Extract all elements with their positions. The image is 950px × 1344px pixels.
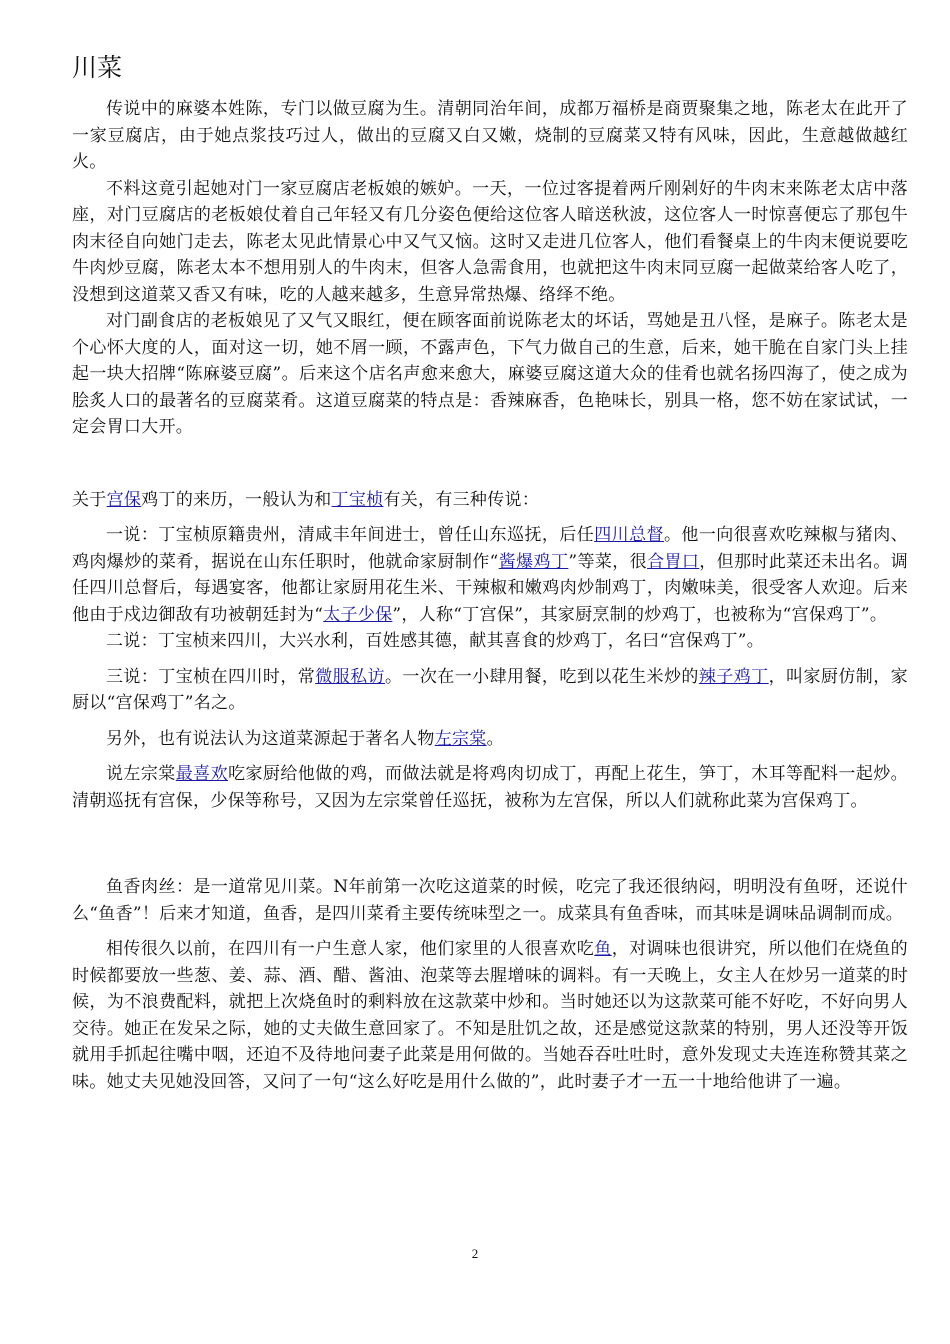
link-he-weikou[interactable]: 合胃口 xyxy=(647,551,700,572)
text-run: ，对调味也很讲究，所以他们在烧鱼的时候都要放一些葱、姜、蒜、酒、醋、酱油、泡菜等去腥增味的调料。有一天晚上，女主人在炒另一道菜的时候，为不浪费配料，就把上次烧鱼时的剩料放在这款菜中炒和。当时她还以为这款菜可能不好吃，不好向男人交待。她正在发呆之际，她的丈夫做生意回家了。不知是肚饥之故，还是感觉这款菜的特别，男人还没等开饭就用手抓起往嘴中咽，还迫不及待地问妻子此菜是用何做的。当她吞吞吐吐时，意外发现丈夫连连称赞其菜之味。她丈夫见她没回答，又问了一句“这么好吃是用什么做的”，此时妻子才一五一十地给他讲了一遍。 xyxy=(72,939,908,1092)
kungpao-intro xyxy=(72,487,908,514)
text-run: ”等菜，很 xyxy=(568,551,648,572)
link-zuo-zongtang[interactable]: 左宗棠 xyxy=(434,728,487,749)
kungpao-other xyxy=(72,726,908,753)
text-run: 。 xyxy=(486,728,504,749)
text-run: 另外，也有说法认为这道菜源起于著名人物 xyxy=(106,728,435,749)
text-run: 吃家厨给他做的鸡，而做法就是将鸡肉切成丁，再配上花生，笋丁，木耳等配料一起炒。清朝巡抚有宫保，少保等称号，又因为左宗棠曾任巡抚，被称为左宫保，所以人们就称此菜为宫保鸡丁。 xyxy=(72,764,908,811)
kungpao-legend-3 xyxy=(72,664,908,717)
text-run: 三说：丁宝桢在四川时，常 xyxy=(106,666,316,687)
mapo-paragraph-3: 对门副食店的老板娘见了又气又眼红，便在顾客面前说陈老太的坏话，骂她是丑八怪，是麻子。陈老太是个心怀大度的人，面对这一切，她不屑一顾，不露声色，下气力做自己的生意，后来，她干脆在自家门头上挂起一块大招牌“陈麻婆豆腐”。后来这个店名声愈来愈大，麻婆豆腐这道大众的佳肴也就名扬四海了，使之成为脍炙人口的最著名的豆腐菜肴。这道豆腐菜的特点是：香辣麻香，色艳味长，别具一格，您不妨在家试试，一定会胃口大开。 xyxy=(72,311,908,437)
link-lazi-jiding[interactable]: 辣子鸡丁 xyxy=(698,666,769,687)
kungpao-legend-1 xyxy=(72,522,908,628)
text-run: 鸡丁的来历，一般认为和 xyxy=(141,489,332,510)
text-run: 一说：丁宝桢原籍贵州，清咸丰年间进士，曾任山东巡抚，后任 xyxy=(106,525,595,545)
text-run: ，但那时此菜还未出名。调任四川总督后，每遇宴客，他都让家厨用花生米、干辣椒和嫩鸡肉炒制鸡丁，肉嫩味美，很受客人欢迎。后来他由于戍边御敌有功被朝廷封为“ xyxy=(72,551,908,625)
text-run: 关于 xyxy=(72,489,107,510)
page-number: 2 xyxy=(471,1246,479,1261)
text-run: 有关，有三种传说： xyxy=(383,489,540,510)
page-title: 川菜 xyxy=(72,53,123,82)
link-jiangbao-jiding[interactable]: 酱爆鸡丁 xyxy=(498,551,569,572)
text-run: ，叫家厨仿制，家厨以“宫保鸡丁”名之。 xyxy=(72,666,908,713)
link-zui-xihuan[interactable]: 最喜欢 xyxy=(175,764,229,784)
yuxiang-paragraph-1: 鱼香肉丝：是一道常见川菜。N年前第一次吃这道菜的时候，吃完了我还很纳闷，明明没有鱼呀，还说什么“鱼香”！后来才知道，鱼香，是四川菜肴主要传统味型之一。成菜具有鱼香味，而其味是调味品调制而成。 xyxy=(72,877,908,924)
link-ding-baozhen[interactable]: 丁宝桢 xyxy=(331,489,384,510)
kungpao-legend-2: 二说：丁宝桢来四川，大兴水利，百姓感其德，献其喜食的炒鸡丁，名曰“宫保鸡丁”。 xyxy=(106,631,765,651)
link-weifu-sifang[interactable]: 微服私访 xyxy=(315,666,385,687)
yuxiang-paragraph-2 xyxy=(72,936,908,1095)
text-run: 。一次在一小肆用餐，吃到以花生米炒的 xyxy=(385,666,699,687)
text-run: 说左宗棠 xyxy=(106,764,176,784)
link-gongbao[interactable]: 宫保 xyxy=(106,489,142,510)
link-taizi-shaobao[interactable]: 太子少保 xyxy=(323,604,393,625)
text-run: 。他一向很喜欢吃辣椒与猪肉、鸡肉爆炒的菜肴，据说在山东任职时，他就命家厨制作“ xyxy=(72,525,908,572)
mapo-paragraph-1: 传说中的麻婆本姓陈，专门以做豆腐为生。清朝同治年间，成都万福桥是商贾聚集之地，陈老太在此开了一家豆腐店，由于她点浆技巧过人，做出的豆腐又白又嫩，烧制的豆腐菜又特有风味，因此，生意越做越红火。 xyxy=(72,99,908,172)
kungpao-zuo xyxy=(72,761,908,814)
text-run: ”，人称“丁宫保”，其家厨烹制的炒鸡丁，也被称为“宫保鸡丁”。 xyxy=(392,604,888,625)
document-page xyxy=(72,52,908,1095)
link-yu[interactable]: 鱼 xyxy=(594,939,612,959)
text-run: 相传很久以前，在四川有一户生意人家，他们家里的人很喜欢吃 xyxy=(106,939,595,959)
link-sichuan-zongdu[interactable]: 四川总督 xyxy=(594,525,664,545)
mapo-paragraph-2: 不料这竟引起她对门一家豆腐店老板娘的嫉妒。一天，一位过客提着两斤刚剁好的牛肉末来陈老太店中落座，对门豆腐店的老板娘仗着自己年轻又有几分姿色便给这位客人暗送秋波，这位客人一时惊喜便忘了那包牛肉末径自向她门走去，陈老太见此情景心中又气又恼。这时又走进几位客人，他们看餐桌上的牛肉末便说要吃牛肉炒豆腐，陈老太本不想用别人的牛肉末，但客人急需食用，也就把这牛肉末同豆腐一起做菜给客人吃了，没想到这道菜又香又有味，吃的人越来越多，生意异常热爆、络绎不绝。 xyxy=(72,178,908,305)
section-spacer xyxy=(72,441,908,487)
section-spacer xyxy=(72,814,908,874)
